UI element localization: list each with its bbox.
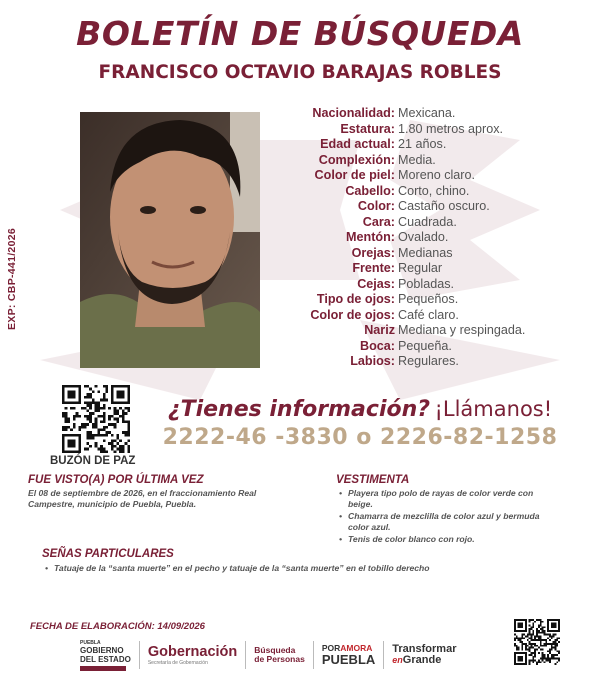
description-row (288, 292, 525, 308)
clothing-item: • Chamarra de mezclilla de color azul y bermuda color azul. (336, 511, 558, 533)
description-value: Pobladas. (398, 276, 455, 291)
description-label: Labios: (350, 354, 395, 368)
logo-text: AMOR (340, 643, 367, 653)
description-label: Complexión: (318, 152, 395, 167)
distinguishing-marks-heading: SEÑAS PARTICULARES (42, 548, 174, 560)
description-label: Color de ojos: (310, 307, 395, 322)
institution-logos (72, 637, 464, 673)
description-row (288, 323, 525, 339)
description-label: Boca: (360, 338, 395, 353)
last-seen-heading: FUE VISTO(A) POR ÚLTIMA VEZ (28, 474, 204, 486)
logo-text: GOBIERNO (80, 646, 124, 656)
description-value: 1.80 metros aprox. (398, 121, 503, 136)
description-row (288, 184, 525, 200)
logo-transformar-en-grande (384, 638, 464, 672)
qr-code-footer[interactable] (514, 619, 560, 665)
logo-text: Gobernación (147, 643, 238, 660)
description-row (288, 168, 525, 184)
description-value: Pequeña. (398, 338, 452, 353)
description-value: Mexicana. (398, 106, 456, 120)
logo-text: en (392, 655, 403, 665)
description-value: Ovalado. (398, 230, 449, 244)
description-label: Cejas: (357, 276, 395, 291)
description-label: Frente: (352, 261, 395, 275)
info-question: ¿Tienes información? (167, 397, 431, 422)
clothing-item: • Playera tipo polo de rayas de color verde con beige. (336, 488, 558, 510)
clothing-item: • Tenis de color blanco con rojo. (336, 534, 558, 545)
description-label: Cara: (362, 214, 395, 229)
qr-code-buzon[interactable] (62, 385, 130, 453)
logo-text: A (366, 643, 373, 653)
description-value: Media. (398, 152, 436, 167)
description-row (288, 246, 525, 262)
description-value: Pequeños. (398, 292, 459, 306)
clothing-section (336, 474, 558, 546)
buzon-de-paz-label: BUZÓN DE PAZ (50, 455, 136, 467)
distinguishing-marks-section (42, 548, 562, 574)
description-value: 21 años. (398, 137, 447, 151)
last-seen-section (28, 474, 303, 510)
description-row (288, 215, 525, 231)
logo-busqueda-personas (246, 638, 313, 672)
logo-bar (80, 666, 126, 671)
description-row (288, 308, 525, 324)
description-row (288, 277, 525, 293)
logo-text: Transformar (392, 643, 457, 655)
description-row (288, 230, 525, 246)
physical-description (288, 106, 525, 370)
description-value: Café claro. (398, 307, 459, 322)
description-value: Mediana y respingada. (398, 323, 526, 337)
logo-text: Búsqueda (254, 645, 296, 655)
logo-subtext: Secretaría de Gobernación (147, 659, 208, 666)
call-to-action (140, 397, 580, 422)
missing-person-name: FRANCISCO OCTAVIO BARAJAS ROBLES (98, 62, 502, 83)
logo-text: Grande (402, 654, 442, 666)
description-label: Color de piel: (314, 168, 395, 182)
description-label: Edad actual: (320, 137, 395, 151)
logo-text: PUEBLA (321, 652, 376, 667)
distinguishing-mark-item: • Tatuaje de la “santa muerte” en el pecho y tatuaje de la “santa muerte” en el tobillo derecho (42, 563, 562, 574)
logo-text: de Personas (254, 654, 305, 664)
description-label: Nacionalidad: (312, 106, 395, 120)
logo-gobierno-puebla (72, 638, 139, 672)
description-label: Tipo de ojos: (316, 292, 395, 306)
bulletin-title: BOLETÍN DE BÚSQUEDA (76, 14, 524, 53)
description-row (288, 122, 525, 138)
description-value: Regular (398, 261, 443, 275)
phone-numbers[interactable]: 2222-46 -3830 o 2226-82-1258 (162, 425, 558, 450)
description-value: Medianas (398, 245, 453, 260)
description-label: Orejas: (351, 245, 395, 260)
logo-gobernacion (140, 638, 245, 672)
logo-text: POR (321, 643, 341, 653)
description-value: Castaño oscuro. (398, 199, 490, 213)
description-label: Cabello: (345, 183, 395, 198)
call-us-text: ¡Llámanos! (434, 397, 553, 421)
description-row (288, 153, 525, 169)
description-row (288, 339, 525, 355)
logo-por-amor-a-puebla (314, 638, 383, 672)
description-row (288, 354, 525, 370)
missing-person-photo (80, 112, 260, 368)
description-label: Nariz (364, 323, 395, 337)
last-seen-text: El 08 de septiembre de 2026, en el fraccionamiento Real Campestre, municipio de Puebla, Puebla. (28, 488, 257, 509)
description-row (288, 199, 525, 215)
description-row (288, 106, 525, 122)
description-value: Moreno claro. (398, 168, 475, 182)
description-label: Mentón: (346, 230, 395, 244)
description-row (288, 137, 525, 153)
logo-text: PUEBLA (80, 639, 101, 646)
description-value: Regulares. (398, 354, 459, 368)
creation-date: FECHA DE ELABORACIÓN: 14/09/2026 (30, 621, 205, 632)
description-value: Cuadrada. (398, 214, 457, 229)
clothing-heading: VESTIMENTA (336, 474, 410, 486)
description-value: Corto, chino. (398, 183, 470, 198)
case-number: EXP: CBP-441/2026 (6, 228, 18, 330)
logo-text: DEL ESTADO (80, 654, 131, 664)
description-label: Estatura: (340, 121, 395, 136)
description-row (288, 261, 525, 277)
description-label: Color: (357, 199, 395, 213)
